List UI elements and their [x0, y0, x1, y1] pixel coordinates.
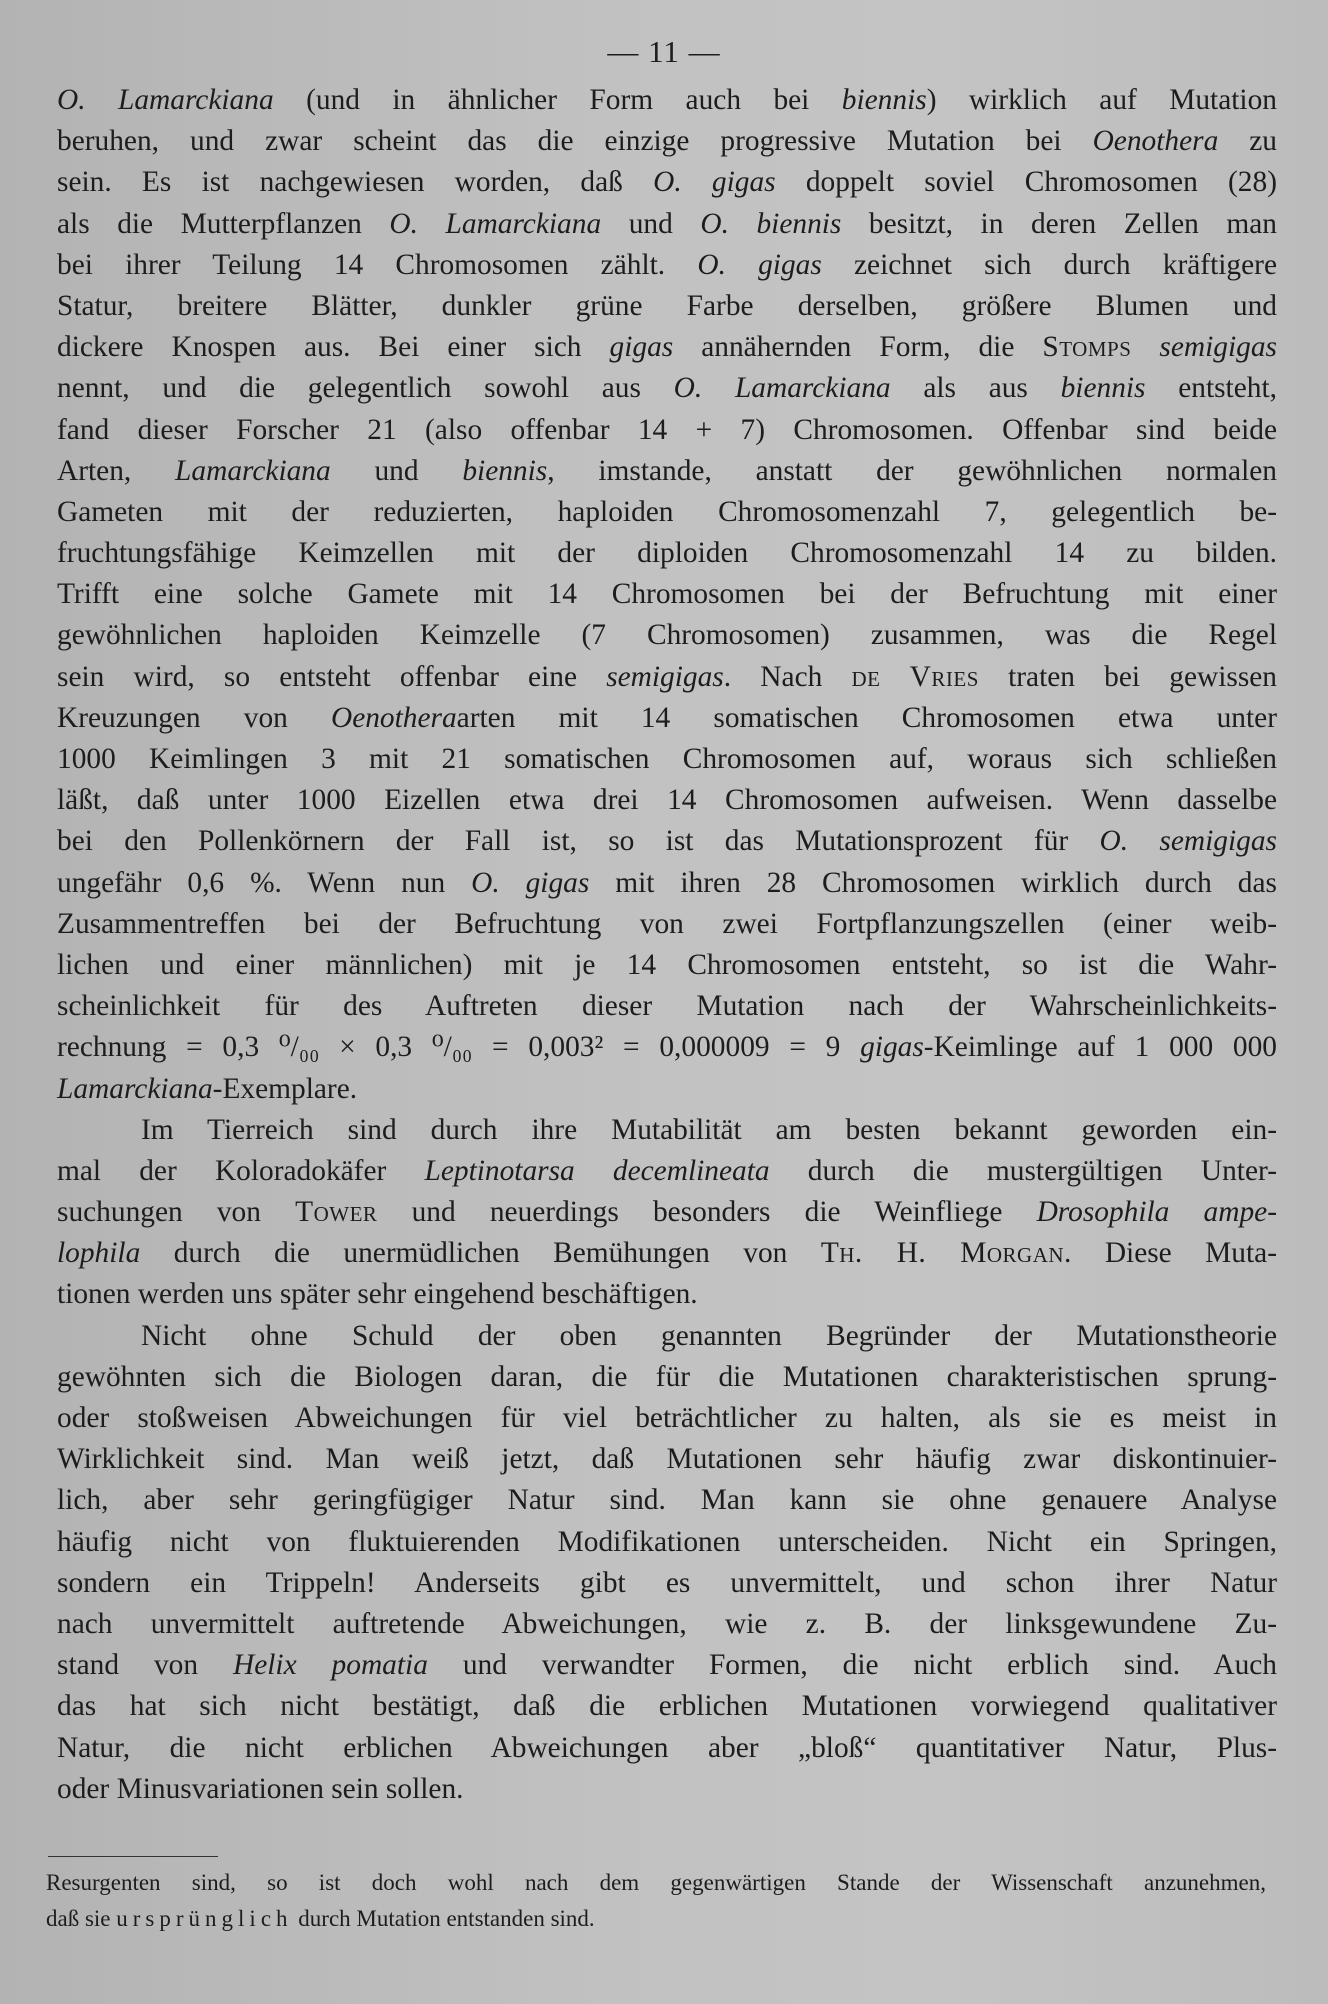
body-text: [57, 80, 1277, 1810]
text-run: , imstande, anstatt der gewöhnlichen normalen: [547, 454, 1277, 487]
text-run: Im Tierreich sind durch ihre Mutabilität am besten bekannt geworden ein-: [141, 1113, 1277, 1146]
text-run: -Keimlinge auf 1 000 000: [923, 1031, 1277, 1064]
text-run: sein wird, so entsteht offenbar eine: [57, 660, 607, 693]
body-line: [57, 1563, 1277, 1604]
text-run: annähernden Form, die: [673, 331, 1043, 364]
italic-text: gigas: [860, 1031, 924, 1064]
text-run: doppelt soviel Chromosomen (28): [775, 166, 1277, 199]
body-line: [57, 1645, 1277, 1686]
italic-text: O. semigigas: [1099, 825, 1277, 858]
text-run: Arten,: [57, 454, 176, 487]
text-run: nach unvermittelt auftretende Abweichungen, wie z. B. der linksgewundene Zu-: [57, 1607, 1277, 1640]
body-line: [57, 863, 1277, 904]
text-run: daß sie: [46, 1906, 117, 1931]
body-line: [57, 533, 1277, 574]
body-line: [57, 451, 1277, 492]
text-run: lichen und einer männlichen) mit je 14 Chromosomen entsteht, so ist die Wahr-: [57, 948, 1277, 981]
body-line: [57, 821, 1277, 862]
italic-text: biennis: [462, 454, 548, 487]
body-line: [57, 1069, 1277, 1110]
italic-text: semigigas: [606, 660, 724, 693]
body-line: [57, 698, 1277, 739]
body-line: [57, 904, 1277, 945]
body-line: [57, 368, 1277, 409]
body-line: [57, 1604, 1277, 1645]
author-name: Th. H. Morgan: [820, 1237, 1065, 1270]
body-line: [57, 80, 1277, 121]
text-run: Wirklichkeit sind. Man weiß jetzt, daß Mutationen sehr häufig zwar diskontinuier-: [57, 1443, 1277, 1476]
italic-text: O. gigas: [653, 166, 776, 199]
body-line: [57, 1110, 1277, 1151]
italic-text: semigigas: [1159, 331, 1277, 364]
text-run: -Exemplare.: [212, 1072, 358, 1105]
body-line: [57, 245, 1277, 286]
text-run: und: [330, 454, 463, 487]
text-run: fruchtungsfähige Keimzellen mit der diploiden Chromosomenzahl 14 zu bilden.: [57, 537, 1277, 570]
text-run: und neuerdings besonders die Weinfliege: [377, 1196, 1037, 1229]
body-line: [57, 204, 1277, 245]
text-run: Gameten mit der reduzierten, haploiden Chromosomenzahl 7, gelegentlich be-: [57, 495, 1277, 528]
body-line: [57, 615, 1277, 656]
body-line: [57, 1769, 1277, 1810]
text-run: Nicht ohne Schuld der oben genannten Begründer der Mutationstheorie: [141, 1319, 1277, 1352]
body-line: [57, 327, 1277, 368]
text-run: arten mit 14 somatischen Chromosomen etwa unter: [456, 701, 1277, 734]
text-run: rechnung = 0,3 ⁰/₀₀ × 0,3 ⁰/₀₀ = 0,003² = 0,000009 = 9: [57, 1031, 861, 1064]
text-run: ursprünglich: [116, 1906, 293, 1931]
text-run: durch Mutation entstanden sind.: [292, 1906, 595, 1931]
italic-text: O. Lamarckiana: [57, 84, 274, 116]
text-run: oder stoßweisen Abweichungen für viel beträchtlicher zu halten, als sie es meist in: [57, 1402, 1277, 1434]
italic-text: lophila: [57, 1237, 141, 1270]
text-run: Natur, die nicht erblichen Abweichungen aber „bloß“ quantitativer Natur, Plus-: [57, 1731, 1277, 1764]
body-line: [57, 1728, 1277, 1769]
body-line: [57, 286, 1277, 327]
text-run: dickere Knospen aus. Bei einer sich: [57, 331, 610, 364]
italic-text: Lamarckiana: [175, 454, 331, 487]
text-run: und verwandter Formen, die nicht erblich sind. Auch: [427, 1649, 1278, 1682]
body-line: [57, 1274, 1277, 1315]
body-line: [57, 1027, 1277, 1068]
body-line: [57, 492, 1277, 533]
text-run: läßt, daß unter 1000 Eizellen etwa drei 14 Chromosomen aufweisen. Wenn dasselbe: [57, 784, 1277, 817]
text-run: zu: [1218, 125, 1278, 158]
italic-text: O. Lamarckiana: [389, 207, 602, 240]
footnote-line: [46, 1901, 1266, 1937]
text-run: häufig nicht von fluktuierenden Modifikationen unterscheiden. Nicht ein Springen,: [57, 1525, 1277, 1558]
italic-text: O. biennis: [700, 207, 842, 240]
footnote-line: [46, 1865, 1266, 1901]
text-run: . Nach: [723, 660, 852, 693]
page-number: — 11 —: [607, 34, 721, 69]
text-run: lich, aber sehr geringfügiger Natur sind. Man kann sie ohne genauere Analyse: [57, 1484, 1277, 1517]
text-run: durch die unermüdlichen Bemühungen von: [140, 1237, 821, 1270]
text-run: besitzt, in deren Zellen man: [841, 207, 1277, 240]
text-run: gewöhnten sich die Biologen daran, die für die Mutationen charakteristischen sprung-: [57, 1360, 1277, 1393]
author-name: de Vries: [851, 660, 979, 693]
text-run: 1000 Keimlingen 3 mit 21 somatischen Chromosomen auf, woraus sich schließen: [57, 743, 1277, 775]
text-run: . Diese Muta-: [1064, 1237, 1277, 1270]
italic-text: Lamarckiana: [57, 1072, 213, 1105]
body-line: [57, 780, 1277, 821]
text-run: sein. Es ist nachgewiesen worden, daß: [57, 166, 654, 199]
italic-text: O. Lamarckiana: [673, 372, 891, 405]
body-line: [57, 1316, 1277, 1357]
body-line: [57, 1151, 1277, 1192]
italic-text: Helix pomatia: [232, 1649, 428, 1682]
text-run: nennt, und die gelegentlich sowohl aus: [57, 372, 674, 405]
text-run: Zusammentreffen bei der Befruchtung von zwei Fortpflanzungszellen (einer weib-: [57, 907, 1277, 940]
text-run: Resurgenten sind, so ist doch wohl nach dem gegenwärtigen Stande der Wissenschaft anzunehmen,: [46, 1870, 1266, 1895]
text-run: durch die mustergültigen Unter-: [769, 1154, 1277, 1187]
text-run: beruhen, und zwar scheint das die einzige progressive Mutation bei: [57, 125, 1093, 158]
body-line: [57, 739, 1277, 780]
body-line: [57, 574, 1277, 615]
text-run: sondern ein Trippeln! Anderseits gibt es unvermittelt, und schon ihrer Natur: [57, 1566, 1277, 1599]
text-run: und: [601, 207, 701, 240]
body-line: [57, 945, 1277, 986]
footnote: [46, 1865, 1266, 1937]
text-run: bei den Pollenkörnern der Fall ist, so ist das Mutationsprozent für: [57, 825, 1100, 858]
text-run: zeichnet sich durch kräftigere: [821, 248, 1277, 281]
text-run: scheinlichkeit für des Auftreten dieser Mutation nach der Wahrscheinlichkeits-: [57, 990, 1277, 1023]
text-run: bei ihrer Teilung 14 Chromosomen zählt.: [57, 248, 698, 281]
body-line: [57, 1439, 1277, 1480]
text-run: als aus: [890, 372, 1061, 405]
italic-text: Leptinotarsa decemlineata: [424, 1154, 770, 1187]
text-run: Trifft eine solche Gamete mit 14 Chromosomen bei der Befruchtung mit einer: [57, 578, 1277, 611]
body-line: [57, 410, 1277, 451]
body-line: [57, 1233, 1277, 1274]
italic-text: biennis: [841, 84, 927, 116]
body-line: [57, 986, 1277, 1027]
body-line: [57, 121, 1277, 162]
italic-text: biennis: [1060, 372, 1146, 405]
text-run: mal der Koloradokäfer: [57, 1154, 425, 1187]
text-run: ungefähr 0,6 %. Wenn nun: [57, 866, 472, 899]
body-line: [57, 162, 1277, 203]
body-line: [57, 1357, 1277, 1398]
text-run: fand dieser Forscher 21 (also offenbar 14 + 7) Chromosomen. Offenbar sind beide: [57, 413, 1277, 446]
italic-text: O. gigas: [697, 248, 822, 281]
text-run: tionen werden uns später sehr eingehend beschäftigen.: [57, 1278, 698, 1311]
body-line: [57, 1522, 1277, 1563]
text-run: als die Mutterpflanzen: [57, 207, 390, 240]
text-run: das hat sich nicht bestätigt, daß die erblichen Mutationen vorwiegend qualitativer: [57, 1690, 1277, 1723]
italic-text: Drosophila ampe-: [1036, 1196, 1277, 1229]
italic-text: Oenothera: [1092, 125, 1219, 158]
footnote-rule: [48, 1856, 218, 1857]
author-name: Tower: [295, 1196, 378, 1229]
body-line: [57, 1192, 1277, 1233]
text-run: Statur, breitere Blätter, dunkler grüne Farbe derselben, größere Blumen und: [57, 289, 1277, 322]
text-run: [1131, 331, 1159, 363]
text-run: stand von: [57, 1649, 233, 1682]
author-name: Stomps: [1042, 331, 1132, 364]
text-run: oder Minusvariationen sein sollen.: [57, 1772, 464, 1805]
italic-text: Oenothera: [330, 701, 457, 734]
text-run: (und in ähnlicher Form auch bei: [273, 84, 842, 116]
text-run: gewöhnlichen haploiden Keimzelle (7 Chromosomen) zusammen, was die Regel: [57, 619, 1277, 652]
text-run: traten bei gewissen: [978, 660, 1278, 693]
body-line: [57, 1686, 1277, 1727]
text-run: Kreuzungen von: [57, 701, 331, 734]
text-run: mit ihren 28 Chromosomen wirklich durch das: [589, 866, 1277, 899]
italic-text: gigas: [609, 331, 674, 364]
italic-text: O. gigas: [471, 866, 590, 899]
text-run: ) wirklich auf Mutation: [926, 84, 1277, 116]
text-run: entsteht,: [1145, 372, 1277, 405]
text-run: suchungen von: [57, 1196, 296, 1229]
body-line: [57, 657, 1277, 698]
body-line: [57, 1398, 1277, 1439]
body-line: [57, 1480, 1277, 1521]
